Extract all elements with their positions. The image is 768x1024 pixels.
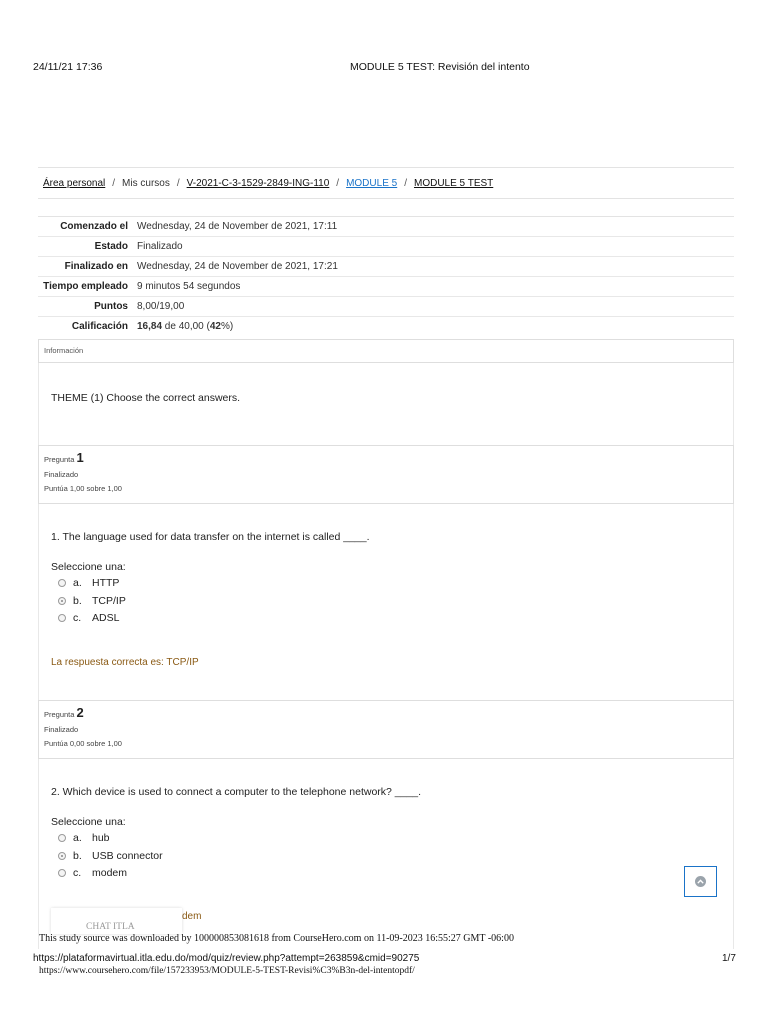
question-2-text: 2. Which device is used to connect a computer to the telephone network? ____. <box>51 786 422 798</box>
option-letter: c. <box>73 867 82 879</box>
print-datetime: 24/11/21 17:36 <box>33 61 103 73</box>
breadcrumb-separator: / <box>336 177 340 189</box>
question-1-info <box>38 445 734 504</box>
summary-value: Wednesday, 24 de November de 2021, 17:11 <box>137 221 338 232</box>
option-letter: a. <box>73 832 82 844</box>
grade-percent: 42 <box>209 321 221 332</box>
question-score: Puntúa 0,00 sobre 1,00 <box>44 739 122 748</box>
option-letter: c. <box>73 612 82 624</box>
grade-score: 16,84 <box>137 321 163 332</box>
question-number: 2 <box>76 705 84 720</box>
theme-instructions: THEME (1) Choose the correct answers. <box>51 392 241 404</box>
option-letter: b. <box>73 850 82 862</box>
breadcrumb-quiz[interactable]: MODULE 5 TEST <box>413 177 494 189</box>
question-prefix: Pregunta <box>44 455 75 464</box>
summary-row-time <box>38 277 734 297</box>
summary-label: Estado <box>94 241 128 252</box>
summary-row-started <box>38 217 734 237</box>
summary-value: Finalizado <box>137 241 183 252</box>
option-letter: b. <box>73 595 82 607</box>
radio-button-checked[interactable] <box>58 852 66 860</box>
summary-label: Puntos <box>94 301 128 312</box>
summary-row-finished <box>38 257 734 277</box>
coursehero-url: https://www.coursehero.com/file/157233953/MODULE-5-TEST-Revisi%C3%B3n-del-intentopdf/ <box>39 966 415 976</box>
summary-row-state <box>38 237 734 257</box>
question-1-select-label: Seleccione una: <box>51 561 126 573</box>
attempt-summary-table <box>38 216 734 340</box>
option-text: HTTP <box>92 577 120 589</box>
summary-row-points <box>38 297 734 317</box>
question-2-option-a[interactable] <box>58 832 110 844</box>
radio-button[interactable] <box>58 614 66 622</box>
breadcrumb-area-personal[interactable]: Área personal <box>43 177 106 189</box>
radio-button-checked[interactable] <box>58 597 66 605</box>
print-page-title: MODULE 5 TEST: Revisión del intento <box>350 61 530 73</box>
option-letter: a. <box>73 577 82 589</box>
question-1-option-c[interactable] <box>58 612 119 624</box>
question-1-option-a[interactable] <box>58 577 119 589</box>
option-text: TCP/IP <box>92 595 126 607</box>
summary-label: Finalizado en <box>64 261 128 272</box>
option-text: modem <box>92 867 128 879</box>
question-status: Finalizado <box>44 470 79 479</box>
question-2-correct-answer-partial: dem <box>182 911 202 922</box>
info-header: Información <box>38 339 734 363</box>
study-source-notice: This study source was downloaded by 100000853081618 from CourseHero.com on 11-09-2023 16:55:27 GMT -06:00 <box>39 933 514 944</box>
grade-value <box>137 319 734 334</box>
question-number: 1 <box>76 450 84 465</box>
question-1-option-b[interactable] <box>58 595 126 607</box>
question-2-option-c[interactable] <box>58 867 127 879</box>
summary-label: Calificación <box>71 321 128 332</box>
option-text: ADSL <box>92 612 120 624</box>
option-text: USB connector <box>92 850 163 862</box>
option-text: hub <box>92 832 110 844</box>
question-2-select-label: Seleccione una: <box>51 816 126 828</box>
summary-value: 9 minutos 54 segundos <box>137 281 241 292</box>
summary-value: 8,00/19,00 <box>137 301 185 312</box>
radio-button[interactable] <box>58 579 66 587</box>
question-score: Puntúa 1,00 sobre 1,00 <box>44 484 122 493</box>
print-footer-url: https://plataformavirtual.itla.edu.do/mod/quiz/review.php?attempt=263859&cmid=90275 <box>33 953 420 964</box>
question-1-text: 1. The language used for data transfer on the internet is called ____. <box>51 531 370 543</box>
question-prefix: Pregunta <box>44 710 75 719</box>
grade-total: de 40,00 ( <box>162 321 210 332</box>
summary-label: Comenzado el <box>60 221 128 232</box>
breadcrumb-separator: / <box>404 177 407 189</box>
summary-value: Wednesday, 24 de November de 2021, 17:21 <box>137 261 338 272</box>
breadcrumb-module[interactable]: MODULE 5 <box>346 177 398 189</box>
radio-button[interactable] <box>58 869 66 877</box>
summary-label: Tiempo empleado <box>43 281 128 292</box>
breadcrumb-separator: / <box>112 177 116 189</box>
grade-percent-suffix: %) <box>220 321 234 332</box>
breadcrumb <box>38 167 734 199</box>
summary-row-grade <box>38 317 734 340</box>
radio-button[interactable] <box>58 834 66 842</box>
breadcrumb-mis-cursos[interactable]: Mis cursos <box>122 177 170 189</box>
scroll-to-top-button[interactable] <box>684 866 717 897</box>
breadcrumb-course[interactable]: V-2021-C-3-1529-2849-ING-110 <box>186 177 330 189</box>
question-2-option-b[interactable] <box>58 850 163 862</box>
chevron-up-icon <box>695 876 706 887</box>
breadcrumb-separator: / <box>176 177 180 189</box>
question-1-correct-answer: La respuesta correcta es: TCP/IP <box>51 657 199 668</box>
chat-widget[interactable]: CHAT ITLA <box>51 908 182 934</box>
print-page-number: 1/7 <box>722 953 736 964</box>
question-status: Finalizado <box>44 725 79 734</box>
question-2-info <box>38 700 734 759</box>
info-content <box>38 363 734 445</box>
